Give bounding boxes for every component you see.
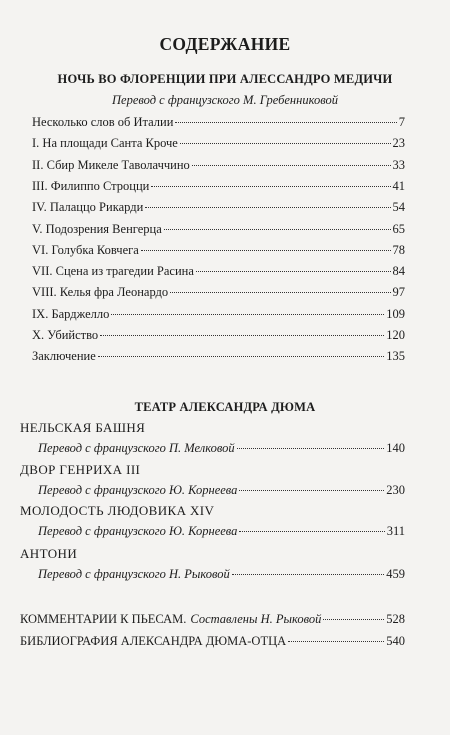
leader-dots [239, 490, 384, 491]
back-matter-entry [20, 634, 405, 649]
toc-entry-label: БИБЛИОГРАФИЯ АЛЕКСАНДРА ДЮМА-ОТЦА [20, 634, 287, 648]
toc-entry-label: III. Филиппо Строцци [32, 178, 150, 193]
toc-entry-label: I. На площади Санта Кроче [32, 136, 178, 151]
toc-entry-author: Составлены Н. Рыковой [190, 612, 322, 626]
leader-dots [192, 165, 391, 166]
toc-entry-label: Перевод с французского Ю. Корнеева [38, 524, 238, 538]
play-title: МОЛОДОСТЬ ЛЮДОВИКА XIV [20, 503, 215, 518]
toc-entry-page: 7 [398, 115, 405, 129]
leader-dots [237, 448, 385, 449]
leader-dots [98, 356, 385, 357]
leader-dots [170, 292, 390, 293]
leader-dots [164, 229, 391, 230]
section-heading-theatre: ТЕАТР АЛЕКСАНДРА ДЮМА [134, 400, 316, 414]
play-translator-row [38, 441, 405, 456]
leader-dots [111, 314, 384, 315]
toc-entry-page: 97 [392, 285, 405, 300]
toc-entry [32, 285, 405, 300]
leader-dots [100, 335, 384, 336]
toc-entry-label: IV. Палаццо Рикарди [32, 200, 144, 215]
play-translator-row [38, 567, 405, 582]
toc-entry-label: Перевод с французского Н. Рыковой [38, 567, 230, 581]
toc-entry-label: Перевод с французского Ю. Корнеева [38, 483, 238, 497]
toc-entry-page: 54 [392, 200, 405, 215]
toc-entry [32, 179, 405, 194]
leader-dots [288, 641, 384, 642]
toc-entry-label: X. Убийство [32, 328, 99, 342]
section-translator: Перевод с французского М. Гребенниковой [112, 93, 338, 107]
toc-entry-page: 311 [386, 524, 405, 538]
play-translator-row [38, 524, 405, 539]
toc-entry-label: V. Подозрения Венгерца [32, 221, 162, 236]
back-matter-entry [20, 612, 405, 627]
play-title: ДВОР ГЕНРИХА III [20, 462, 141, 477]
toc-entry-label: VIII. Келья фра Леонардо [32, 285, 169, 300]
toc-entry [32, 115, 405, 130]
leader-dots [175, 122, 396, 123]
section-heading-florence: НОЧЬ ВО ФЛОРЕНЦИИ ПРИ АЛЕССАНДРО МЕДИЧИ [57, 72, 393, 86]
leader-dots [141, 250, 391, 251]
leader-dots [232, 574, 384, 575]
leader-dots [323, 619, 384, 620]
toc-entry-page: 33 [392, 157, 405, 172]
toc-entry-label: Заключение [32, 349, 96, 364]
play-title: НЕЛЬСКАЯ БАШНЯ [20, 420, 146, 435]
toc-entry-page: 528 [386, 612, 405, 626]
toc-entry-label: VI. Голубка Ковчега [32, 242, 139, 257]
play-title: АНТОНИ [20, 546, 78, 561]
toc-entry [32, 349, 405, 364]
toc-entry-page: 109 [386, 306, 405, 321]
leader-dots [145, 207, 390, 208]
leader-dots [196, 271, 391, 272]
toc-entry-page: 135 [386, 349, 405, 364]
toc-entry-label: Перевод с французского П. Мелковой [38, 441, 235, 455]
toc-entry-page: 540 [386, 634, 405, 648]
toc-entry-label: II. Сбир Микеле Таволаччино [32, 157, 190, 172]
toc-entry [32, 136, 405, 151]
toc-entry [32, 328, 405, 343]
leader-dots [239, 531, 384, 532]
toc-entry-page: 41 [392, 178, 405, 193]
toc-entry [32, 243, 405, 258]
leader-dots [180, 143, 391, 144]
toc-entry [32, 158, 405, 173]
toc-entry [32, 264, 405, 279]
toc-entry-page: 78 [392, 242, 405, 257]
toc-entry-label: КОММЕНТАРИИ К ПЬЕСАМ. [20, 612, 187, 626]
leader-dots [151, 186, 390, 187]
toc-entry-page: 23 [392, 136, 405, 151]
toc-entry-page: 84 [392, 264, 405, 279]
toc-entry-label: VII. Сцена из трагедии Расина [32, 264, 194, 279]
toc-entry-page: 459 [386, 567, 405, 581]
toc-entry-page: 120 [386, 328, 405, 342]
play-translator-row [38, 483, 405, 498]
toc-entry [32, 222, 405, 237]
page-title: СОДЕРЖАНИЕ [159, 34, 291, 54]
toc-entry-page: 230 [386, 483, 405, 497]
toc-entry-label: Несколько слов об Италии [32, 115, 174, 129]
toc-entry-label: IX. Барджелло [32, 306, 110, 321]
toc-entry [32, 307, 405, 322]
toc-entry-page: 140 [386, 441, 405, 455]
toc-entry [32, 200, 405, 215]
toc-entry-page: 65 [392, 221, 405, 236]
